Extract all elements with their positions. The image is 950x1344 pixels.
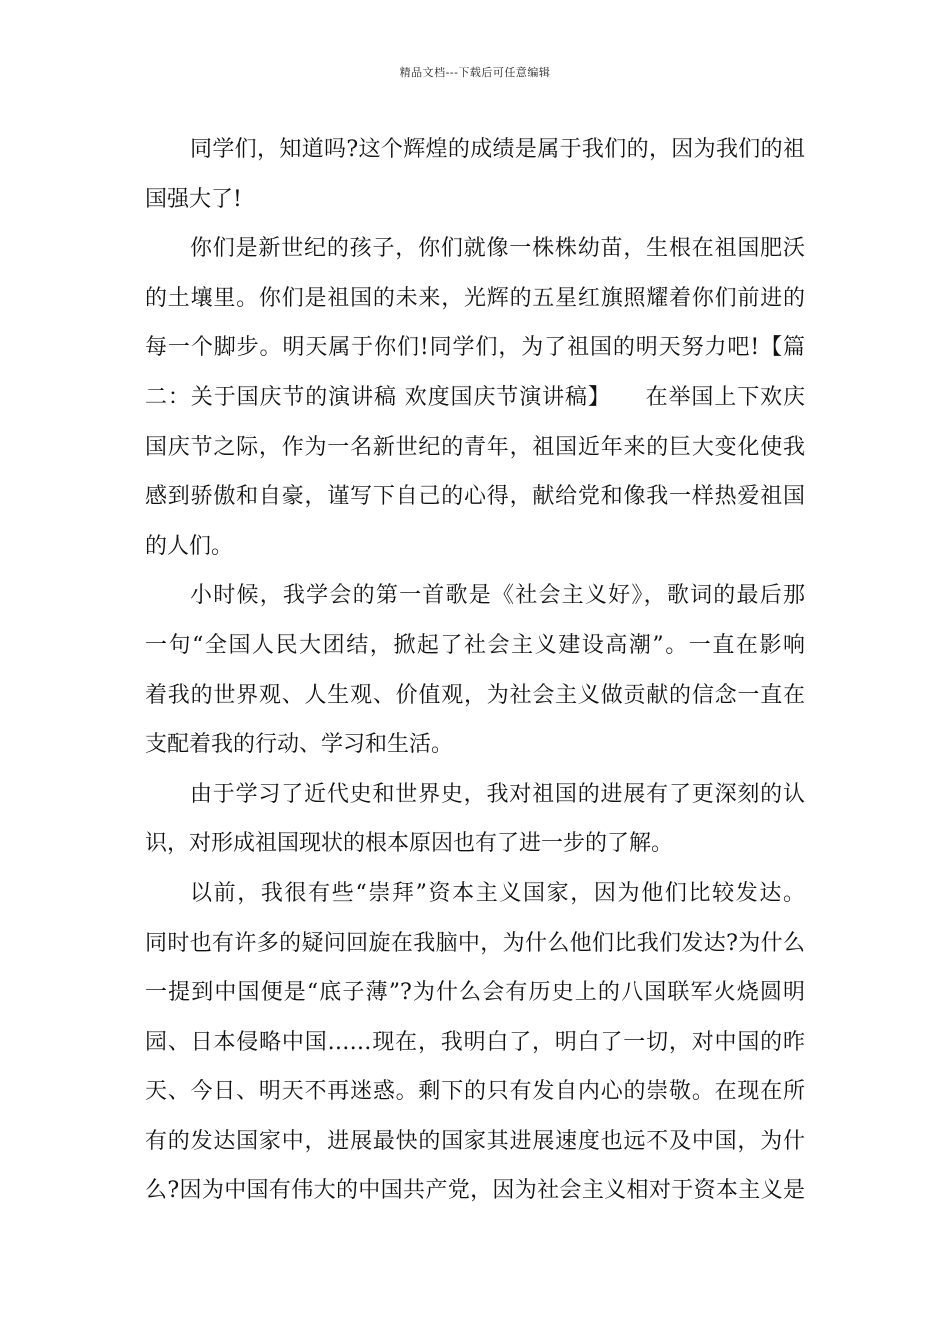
text-line: 二：关于国庆节的演讲稿 欢度国庆节演讲稿】 在举国上下欢庆 — [145, 384, 805, 410]
document-body — [145, 130, 805, 1221]
text-line: 小时候，我学会的第一首歌是《社会主义好》，歌词的最后那 — [190, 583, 805, 609]
text-line: 感到骄傲和自豪，谨写下自己的心得，献给党和像我一样热爱祖国 — [145, 484, 805, 510]
text-line: 同时也有许多的疑问回旋在我脑中，为什么他们比我们发达?为什么 — [145, 930, 805, 956]
text-line: 园、日本侵略中国……现在，我明白了，明白了一切，对中国的昨 — [145, 1029, 805, 1055]
text-line: 你们是新世纪的孩子，你们就像一株株幼苗，生根在祖国肥沃 — [190, 236, 805, 262]
text-line: 的人们。 — [145, 533, 234, 559]
text-line: 天、今日、明天不再迷惑。剩下的只有发自内心的崇敬。在现在所 — [145, 1079, 805, 1105]
text-line: 着我的世界观、人生观、价值观，为社会主义做贡献的信念一直在 — [145, 682, 805, 708]
text-line: 一句“全国人民大团结，掀起了社会主义建设高潮”。一直在影响 — [145, 632, 805, 658]
text-line: 一提到中国便是“底子薄”?为什么会有历史上的八国联军火烧圆明 — [145, 980, 805, 1006]
text-line: 同学们，知道吗?这个辉煌的成绩是属于我们的，因为我们的祖 — [190, 137, 805, 162]
text-line: 以前，我很有些“崇拜”资本主义国家，因为他们比较发达。 — [190, 880, 805, 906]
text-line: 由于学习了近代史和世界史，我对祖国的进展有了更深刻的认 — [190, 781, 805, 807]
text-line: 每一个脚步。明天属于你们!同学们，为了祖国的明天努力吧!【篇 — [145, 335, 805, 361]
page-header: 精品文档---下载后可任意编辑 — [399, 66, 551, 79]
text-line: 识，对形成祖国现状的根本原因也有了进一步的了解。 — [145, 831, 674, 857]
text-line: 国强大了! — [145, 186, 242, 212]
text-line: 的土壤里。你们是祖国的未来，光辉的五星红旗照耀着你们前进的 — [145, 285, 805, 311]
text-line: 国庆节之际，作为一名新世纪的青年，祖国近年来的巨大变化使我 — [145, 434, 805, 460]
text-line: 么?因为中国有伟大的中国共产党，因为社会主义相对于资本主义是 — [145, 1178, 805, 1204]
text-line: 支配着我的行动、学习和生活。 — [145, 732, 454, 758]
text-line: 有的发达国家中，进展最快的国家其进展速度也远不及中国，为什 — [145, 1128, 805, 1154]
